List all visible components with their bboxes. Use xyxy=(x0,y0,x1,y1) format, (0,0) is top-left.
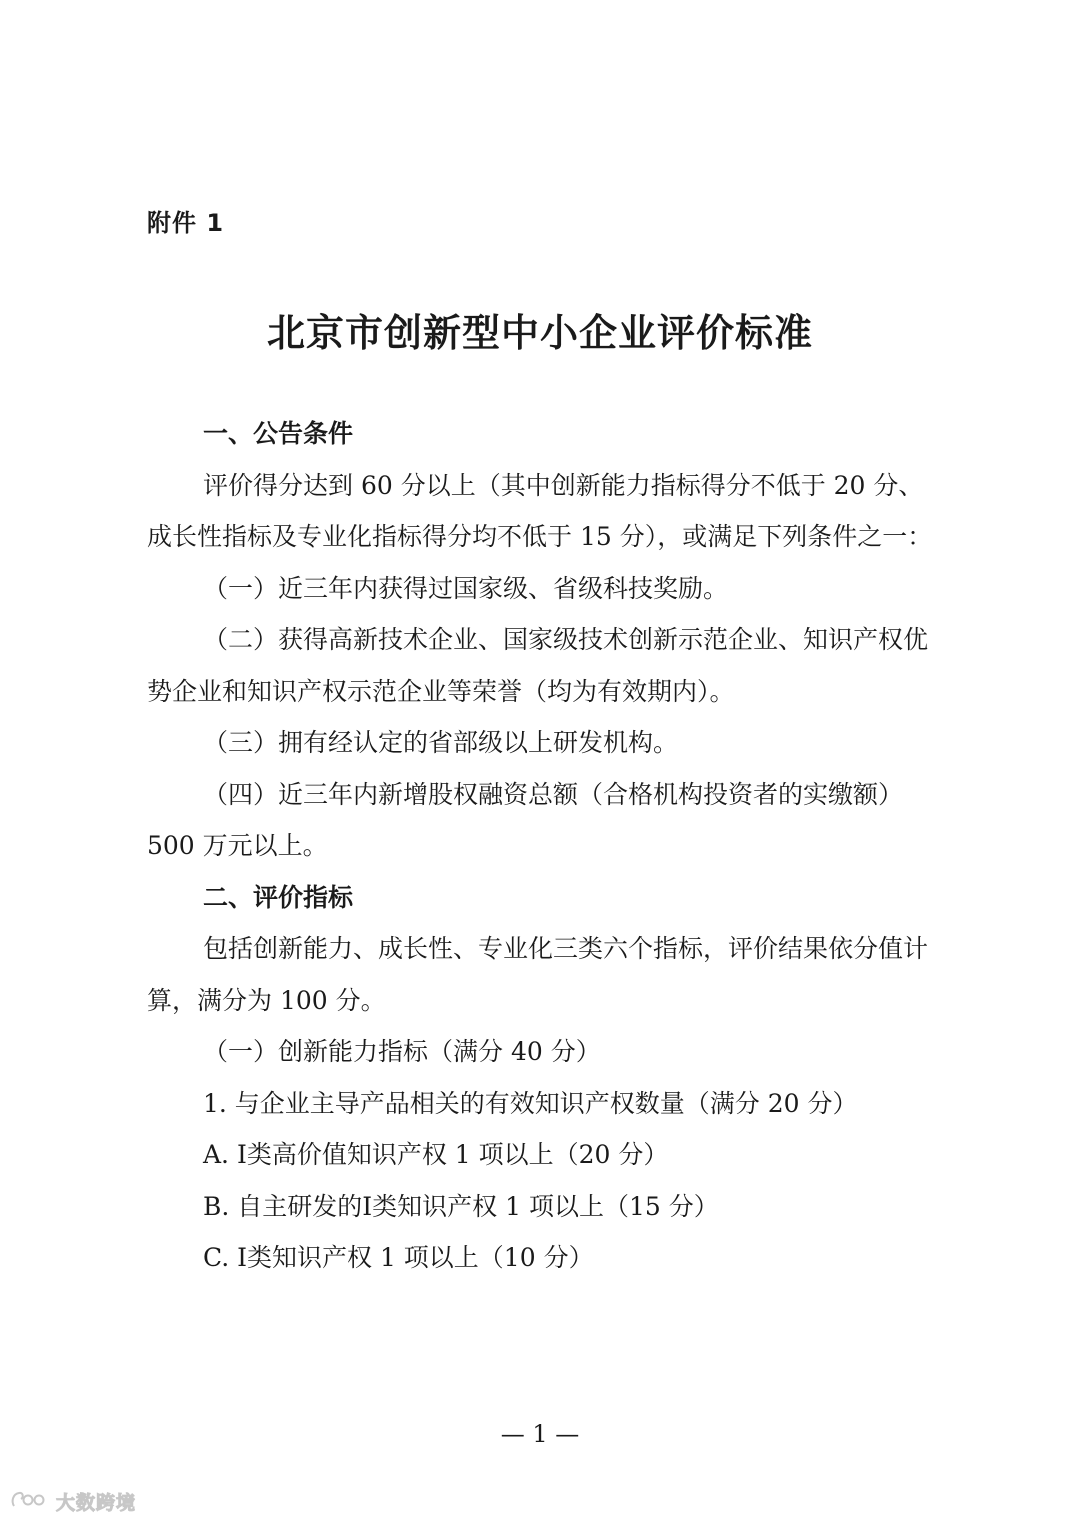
watermark-text: 大数跨境 xyxy=(56,1492,137,1514)
section-heading: 一、公告条件 xyxy=(203,419,354,448)
paragraph: A. Ⅰ类高价值知识产权 1 项以上（20 分） xyxy=(203,1140,669,1169)
paragraph: （三）拥有经认定的省部级以上研发机构。 xyxy=(203,728,679,757)
document-title: 北京市创新型中小企业评价标准 xyxy=(266,311,813,355)
paragraph: （一）近三年内获得过国家级、省级科技奖励。 xyxy=(203,573,729,603)
document-body xyxy=(147,408,947,1284)
attachment-label: 附件 1 xyxy=(147,209,225,237)
paragraph: B. 自主研发的Ⅰ类知识产权 1 项以上（15 分） xyxy=(203,1191,719,1221)
section-heading: 二、评价指标 xyxy=(203,882,354,912)
paragraph: （一）创新能力指标（满分 40 分） xyxy=(203,1037,601,1066)
watermark xyxy=(10,1488,136,1515)
paragraph: 1. 与企业主导产品相关的有效知识产权数量（满分 20 分） xyxy=(203,1088,858,1118)
paragraph: 评价得分达到 60 分以上（其中创新能力指标得分不低于 20 分、成长性指标及专业化指标得分均不低于 15 分），或满足下列条件之一： xyxy=(147,470,933,551)
paragraph: （二）获得高新技术企业、国家级技术创新示范企业、知识产权优势企业和知识产权示范企业等荣誉（均为有效期内）。 xyxy=(147,625,929,706)
paragraph: C. Ⅰ类知识产权 1 项以上（10 分） xyxy=(203,1243,594,1272)
page-number: — 1 — xyxy=(500,1420,580,1448)
paragraph: （四）近三年内新增股权融资总额（合格机构投资者的实缴额）500 万元以上。 xyxy=(147,779,904,860)
paragraph: 包括创新能力、成长性、专业化三类六个指标，评价结果依分值计算，满分为 100 分。 xyxy=(147,934,929,1015)
watermark-logo-icon xyxy=(10,1489,50,1515)
